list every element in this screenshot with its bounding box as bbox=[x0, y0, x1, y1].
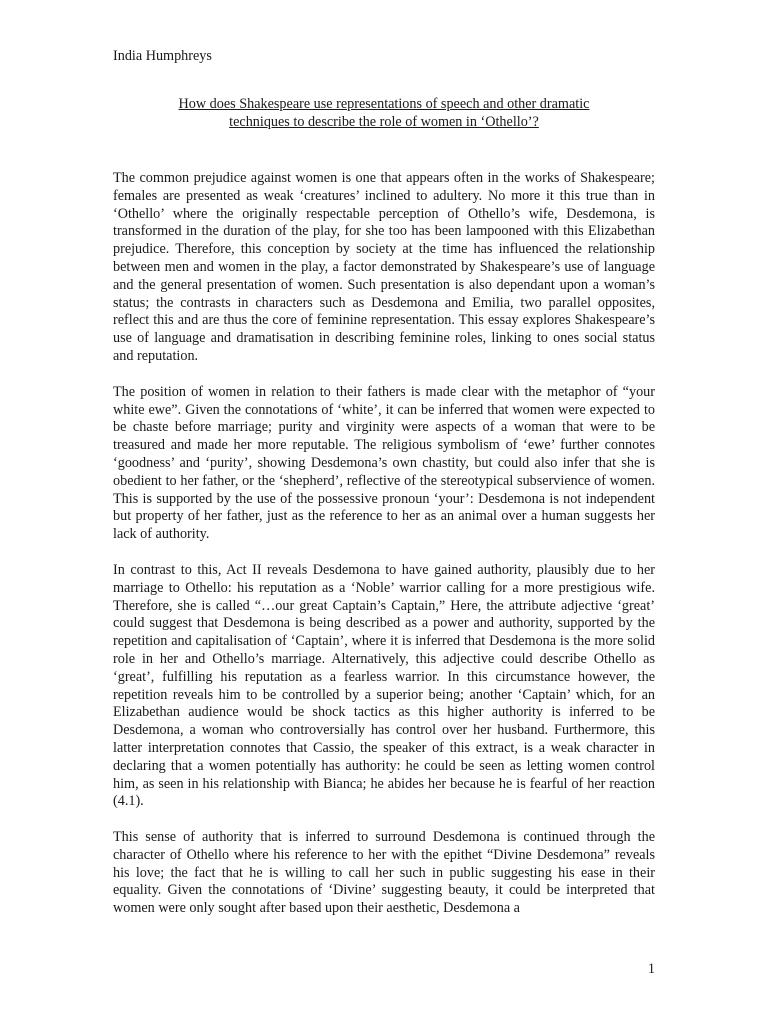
paragraph: The common prejudice against women is one that appears often in the works of Shakespeare; females are presented as weak ‘creatures’ inclined to adultery. No more it this true than in ‘Othello’ where the originally respectable perception of Othello’s wife, Desdemona, is transformed in the duration of the play, for she too has been lampooned with this Elizabethan prejudice. Therefore, this conception by society at the time has influenced the relationship between men and women in the play, a factor demonstrated by Shakespeare’s use of language and the general presentation of women. Such presentation is also dependant upon a woman’s status; the contrasts in characters such as Desdemona and Emilia, two parallel opposites, reflect this and are thus the core of feminine representation. This essay explores Shakespeare’s use of language and dramatisation in describing feminine roles, linking to ones social status and reputation. bbox=[113, 170, 655, 364]
author-name: India Humphreys bbox=[113, 48, 212, 64]
essay-title bbox=[113, 95, 655, 131]
paragraph: In contrast to this, Act II reveals Desdemona to have gained authority, plausibly due to her marriage to Othello: his reputation as a ‘Noble’ warrior calling for a more prestigious wife. Therefore, she is called “…our great Captain’s Captain,” Here, the attribute adjective ‘great’ could suggest that Desdemona is being described as a power and authority, supported by the repetition and capitalisation of ‘Captain’, where it is inferred that Desdemona is the more solid role in her and Othello’s marriage. Alternatively, this adjective could describe Othello as ‘great’, fulfilling his reputation as a fearless warrior. In this circumstance however, the repetition reveals him to be controlled by a superior being; another ‘Captain’ which, for an Elizabethan audience would be shock tactics as this higher authority is inferred to be Desdemona, a woman who controversially has control over her husband. Furthermore, this latter interpretation connotes that Cassio, the speaker of this extract, is a weak character in declaring that a women potentially has authority: he could be seen as letting women control him, as seen in his relationship with Bianca; he abides her because he is fearful of her reaction (4.1). bbox=[113, 561, 655, 810]
paragraph: This sense of authority that is inferred to surround Desdemona is continued through the character of Othello where his reference to her with the epithet “Divine Desdemona” reveals his love; the fact that he is willing to call her such in public suggesting his ease in their equality. Given the connotations of ‘Divine’ suggesting beauty, it could be interpreted that women were only sought after based upon their aesthetic, Desdemona a bbox=[113, 829, 655, 917]
essay-title-line-1: How does Shakespeare use representations of speech and other dramatic bbox=[178, 96, 590, 112]
essay-title-line-2: techniques to describe the role of women in ‘Othello’? bbox=[229, 114, 539, 130]
page-number: 1 bbox=[647, 961, 655, 977]
paragraph: The position of women in relation to their fathers is made clear with the metaphor of “your white ewe”. Given the connotations of ‘white’, it can be inferred that women were expected to be chaste before marriage; purity and virginity were aspects of a woman that were to be treasured and made her more reputable. The religious symbolism of ‘ewe’ further connotes ‘goodness’ and ‘purity’, showing Desdemona’s own chastity, but could also infer that she is obedient to her father, or the ‘shepherd’, reflective of the stereotypical subservience of women. This is supported by the use of the possessive pronoun ‘your’: Desdemona is not independent but property of her father, just as the reference to her as an animal over a human suggests her lack of authority. bbox=[113, 383, 655, 543]
essay-body bbox=[113, 170, 655, 936]
